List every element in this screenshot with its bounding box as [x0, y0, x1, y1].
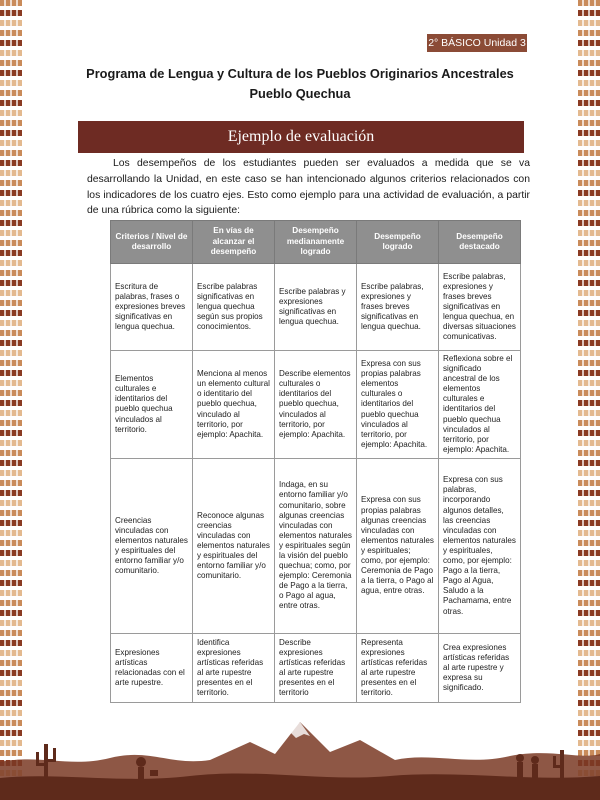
rubric-header-row [111, 221, 521, 264]
title-line-2: Pueblo Quechua [249, 86, 351, 101]
table-cell: Escribe palabras significativas en lengua quechua según sus propios conocimientos. [193, 264, 275, 351]
table-cell: Indaga, en su entorno familiar y/o comunitario, sobre algunas creencias vinculadas con elementos naturales y espirituales según la visión del pueblo quechua; como, por ejemplo: Ceremonia de Pago a la tierra, o Pago al agua, entre otras. [275, 458, 357, 633]
table-cell: Creencias vinculadas con elementos naturales y espirituales del entorno familiar y/o comunitario. [111, 458, 193, 633]
table-cell: Reconoce algunas creencias vinculadas con elementos naturales y espirituales del entorno familiar y/o comunitario. [193, 458, 275, 633]
header-criteria: Criterios / Nivel de desarrollo [111, 221, 193, 264]
rubric-table [110, 220, 521, 703]
header-level-2: Desempeño medianamente logrado [275, 221, 357, 264]
page-title [40, 64, 560, 104]
header-level-1: En vías de alcanzar el desempeño [193, 221, 275, 264]
table-row [111, 264, 521, 351]
header-level-3: Desempeño logrado [357, 221, 439, 264]
table-cell: Expresa con sus palabras, incorporando algunos detalles, las creencias vinculadas con elementos naturales y espirituales, como, por ejemplo: Pago a la tierra, Pago al Agua, Saludo a la Pachamama, entre otras. [439, 458, 521, 633]
table-cell: Menciona al menos un elemento cultural o identitario del pueblo quechua, vinculado al territorio, por ejemplo: Apachita. [193, 351, 275, 459]
table-cell: Expresa con sus propias palabras elementos culturales o identitarios del pueblo quechua vinculados al territorio, por ejemplo: Apachita. [357, 351, 439, 459]
intro-paragraph [87, 156, 530, 219]
table-cell: Expresa con sus propias palabras algunas creencias vinculadas con elementos naturales y espirituales; como, por ejemplo: Ceremonia de Pago a la tierra, o Pago al agua, entre otras. [357, 458, 439, 633]
table-cell: Crea expresiones artísticas referidas al arte rupestre y expresa su significado. [439, 633, 521, 702]
landscape-illustration [0, 692, 600, 800]
table-cell: Reflexiona sobre el significado ancestral de los elementos culturales e identitarios del pueblo quechua vinculados al territorio, por ejemplo: Apachita. [439, 351, 521, 459]
section-banner: Ejemplo de evaluación [78, 121, 524, 153]
table-cell: Escribe palabras y expresiones significativas en lengua quechua. [275, 264, 357, 351]
table-cell: Describe elementos culturales o identitarios del pueblo quechua, vinculados al territorio, por ejemplo: Apachita. [275, 351, 357, 459]
table-cell: Escribe palabras, expresiones y frases breves significativas en lengua quechua, en diversas situaciones comunicativas. [439, 264, 521, 351]
table-cell: Representa expresiones artísticas referidas al arte rupestre presentes en el territorio. [357, 633, 439, 702]
table-row [111, 458, 521, 633]
table-cell: Elementos culturales e identitarios del pueblo quechua vinculados al territorio. [111, 351, 193, 459]
title-line-1: Programa de Lengua y Cultura de los Pueblos Originarios Ancestrales [86, 66, 514, 81]
table-row [111, 351, 521, 459]
decorative-border-right [578, 0, 600, 800]
unit-tag: 2° BÁSICO Unidad 3 [427, 34, 527, 52]
table-cell: Identifica expresiones artísticas referidas al arte rupestre presentes en el territorio. [193, 633, 275, 702]
table-cell: Escribe palabras, expresiones y frases breves significativas en lengua quechua. [357, 264, 439, 351]
header-level-4: Desempeño destacado [439, 221, 521, 264]
intro-text: Los desempeños de los estudiantes pueden ser evaluados a medida que se va desarrollando la Unidad, en este caso se han intencionado algunos criterios relacionados con los indicadores de los cuatro ejes. Esto como ejemplo para una actividad de evaluación, a partir de una rúbrica como la siguiente: [87, 158, 530, 217]
decorative-border-left [0, 0, 22, 800]
table-cell: Expresiones artísticas relacionadas con el arte rupestre. [111, 633, 193, 702]
table-cell: Escritura de palabras, frases o expresiones breves significativas en lengua quechua. [111, 264, 193, 351]
table-cell: Describe expresiones artísticas referidas al arte rupestre presentes en el territorio [275, 633, 357, 702]
